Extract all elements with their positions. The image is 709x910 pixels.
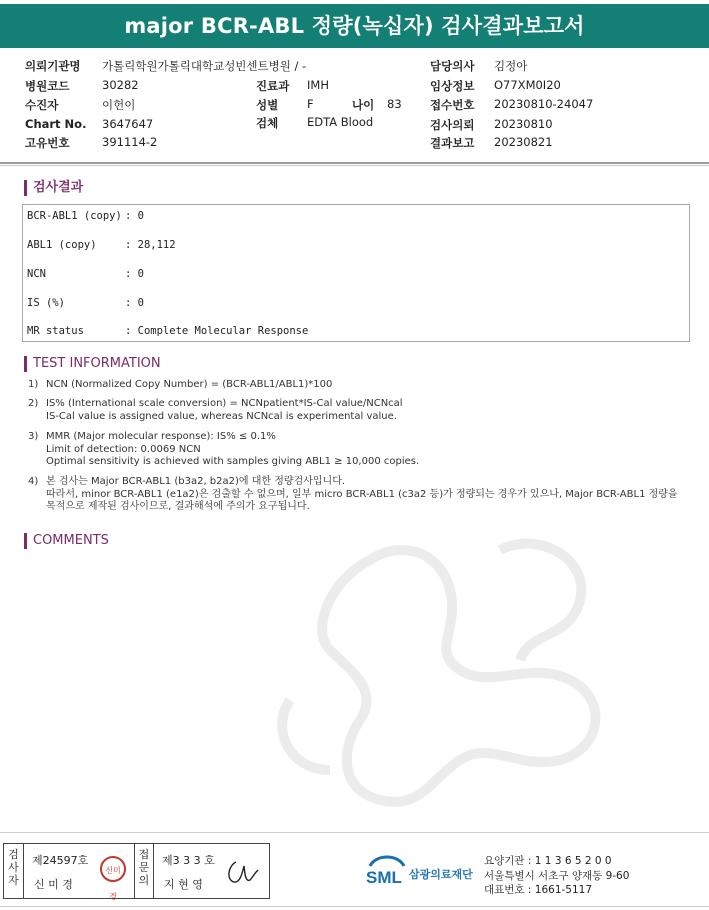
code-value: 30282 xyxy=(102,78,139,92)
item-line: 따라서, minor BCR-ABL1 (e1a2)은 검출할 수 없으며, 일부 micro BCR-ABL1 (c3a2 등)가 정량되는 경우가 있으나, Major BCR-ABL1 정량을 xyxy=(46,488,678,500)
result-row xyxy=(27,297,427,311)
code-row xyxy=(25,78,225,92)
request-row xyxy=(430,117,630,131)
examiner-number: 제24597호 xyxy=(32,854,89,867)
examiner-name: 신 미 경 xyxy=(34,878,73,891)
report-title: major BCR-ABL 정량(녹십자) 검사결과보고서 xyxy=(0,4,709,48)
examiner-char: 자 xyxy=(8,874,19,887)
result-label: IS (%) xyxy=(27,297,65,309)
specimen-label: 검체 xyxy=(256,116,279,130)
result-label: NCN xyxy=(27,268,46,280)
report-row xyxy=(430,135,630,149)
chart-value: 3647647 xyxy=(102,117,154,131)
uid-row xyxy=(25,135,225,149)
watermark-logo xyxy=(250,520,690,820)
item-line: 목적으로 제작된 검사이므로, 결과해석에 주의가 요구됩니다. xyxy=(46,501,310,512)
test-info-title: TEST INFORMATION xyxy=(24,356,161,372)
item-line: Optimal sensitivity is achieved with samples giving ABL1 ≥ 10,000 copies. xyxy=(46,456,420,467)
result-label: MR status xyxy=(27,325,84,337)
item-line: 본 검사는 Major BCR-ABL1 (b3a2, b2a2)에 대한 정량검사입니다. xyxy=(46,476,346,487)
item-number: 1) xyxy=(28,379,39,390)
divider xyxy=(0,162,709,164)
hospital-row xyxy=(25,58,425,72)
item-line: IS% (International scale conversion) = NCNpatient*IS-Cal value/NCNcal xyxy=(46,398,403,409)
examiner-stamp: 신미경 xyxy=(100,856,126,882)
test-info-item xyxy=(28,476,688,514)
chart-label: Chart No. xyxy=(25,117,87,131)
sex-value: F xyxy=(307,97,314,111)
result-value: : Complete Molecular Response xyxy=(125,325,309,337)
sex-age-row xyxy=(256,97,416,111)
sml-logo-icon xyxy=(364,852,410,892)
examiner-char: 검 xyxy=(8,848,19,861)
reviewer-char: 접 xyxy=(138,848,150,861)
chart-row xyxy=(25,117,225,131)
org-phone: 대표번호 : 1661-5117 xyxy=(484,884,593,896)
results-box xyxy=(22,204,690,342)
result-row xyxy=(27,268,427,282)
org-name: 삼광의료재단 xyxy=(409,868,473,881)
footer-bottom-line xyxy=(0,906,709,907)
reviewer-signature xyxy=(224,856,262,888)
result-value: : 0 xyxy=(125,297,144,309)
specimen-value: EDTA Blood xyxy=(307,115,374,129)
results-title: 검사결과 xyxy=(24,180,83,196)
comments-title: COMMENTS xyxy=(24,533,109,549)
org-address: 서울특별시 서초구 양재동 9-60 xyxy=(484,870,630,882)
reviewer-number: 제3 3 3 호 xyxy=(162,854,215,867)
item-line: IS-Cal value is assigned value, whereas NCNcal is experimental value. xyxy=(46,410,397,422)
item-number: 4) xyxy=(28,476,39,487)
examiner-heading xyxy=(4,844,24,898)
dept-label: 진료과 xyxy=(256,79,290,93)
item-line: NCN (Normalized Copy Number) = (BCR-ABL1/ABL1)*100 xyxy=(46,379,333,390)
footer-divider xyxy=(0,832,709,833)
item-number: 3) xyxy=(28,431,39,442)
age-value: 83 xyxy=(387,97,402,111)
request-label: 검사의뢰 xyxy=(430,118,475,132)
dept-value: IMH xyxy=(307,78,329,92)
subject-label: 수진자 xyxy=(25,98,59,112)
clinical-value: O77XM0I20 xyxy=(494,78,561,92)
clinical-label: 임상정보 xyxy=(430,79,475,93)
test-info-item xyxy=(28,431,688,469)
org-logo-text: SML xyxy=(366,868,402,887)
subject-value: 이헌이 xyxy=(102,98,136,112)
test-info-item xyxy=(28,398,688,424)
result-label: ABL1 (copy) xyxy=(27,239,97,251)
receipt-label: 접수번호 xyxy=(430,98,475,112)
item-line: Limit of detection: 0.0069 NCN xyxy=(46,443,201,455)
test-info-item xyxy=(28,379,688,392)
reviewer-heading xyxy=(134,844,154,898)
doctor-value: 김정아 xyxy=(494,59,528,73)
sex-label: 성별 xyxy=(256,98,279,112)
result-value: : 28,112 xyxy=(125,239,176,251)
clinical-row xyxy=(430,78,630,92)
uid-value: 391114-2 xyxy=(102,135,158,149)
result-value: : 0 xyxy=(125,268,144,280)
dept-row xyxy=(256,78,406,92)
doctor-label: 담당의사 xyxy=(430,59,475,73)
report-value: 20230821 xyxy=(494,135,553,149)
reviewer-char: 의 xyxy=(138,874,150,887)
hospital-label: 의뢰기관명 xyxy=(25,59,81,73)
subject-row xyxy=(25,97,225,111)
receipt-value: 20230810-24047 xyxy=(494,97,594,111)
hospital-value: 가톨릭학원가톨릭대학교성빈센트병원 / - xyxy=(102,59,307,73)
result-label: BCR-ABL1 (copy) xyxy=(27,210,122,222)
reviewer-char: 문 xyxy=(138,861,150,874)
result-row xyxy=(27,210,427,224)
uid-label: 고유번호 xyxy=(25,136,70,150)
age-label: 나이 xyxy=(352,98,375,112)
item-line: MMR (Major molecular response): IS% ≤ 0.1% xyxy=(46,431,276,442)
care-number: 요양기관 : 1 1 3 6 5 2 0 0 xyxy=(484,855,612,867)
result-value: : 0 xyxy=(125,210,144,222)
specimen-row xyxy=(256,115,416,129)
report-label: 결과보고 xyxy=(430,136,475,150)
code-label: 병원코드 xyxy=(25,79,70,93)
result-row xyxy=(27,325,427,339)
request-value: 20230810 xyxy=(494,117,553,131)
result-row xyxy=(27,239,427,253)
divider-thin xyxy=(0,165,709,166)
doctor-row xyxy=(430,58,630,72)
reviewer-name: 지 현 영 xyxy=(164,878,203,891)
receipt-row xyxy=(430,97,630,111)
item-number: 2) xyxy=(28,398,39,409)
examiner-char: 사 xyxy=(8,861,19,874)
